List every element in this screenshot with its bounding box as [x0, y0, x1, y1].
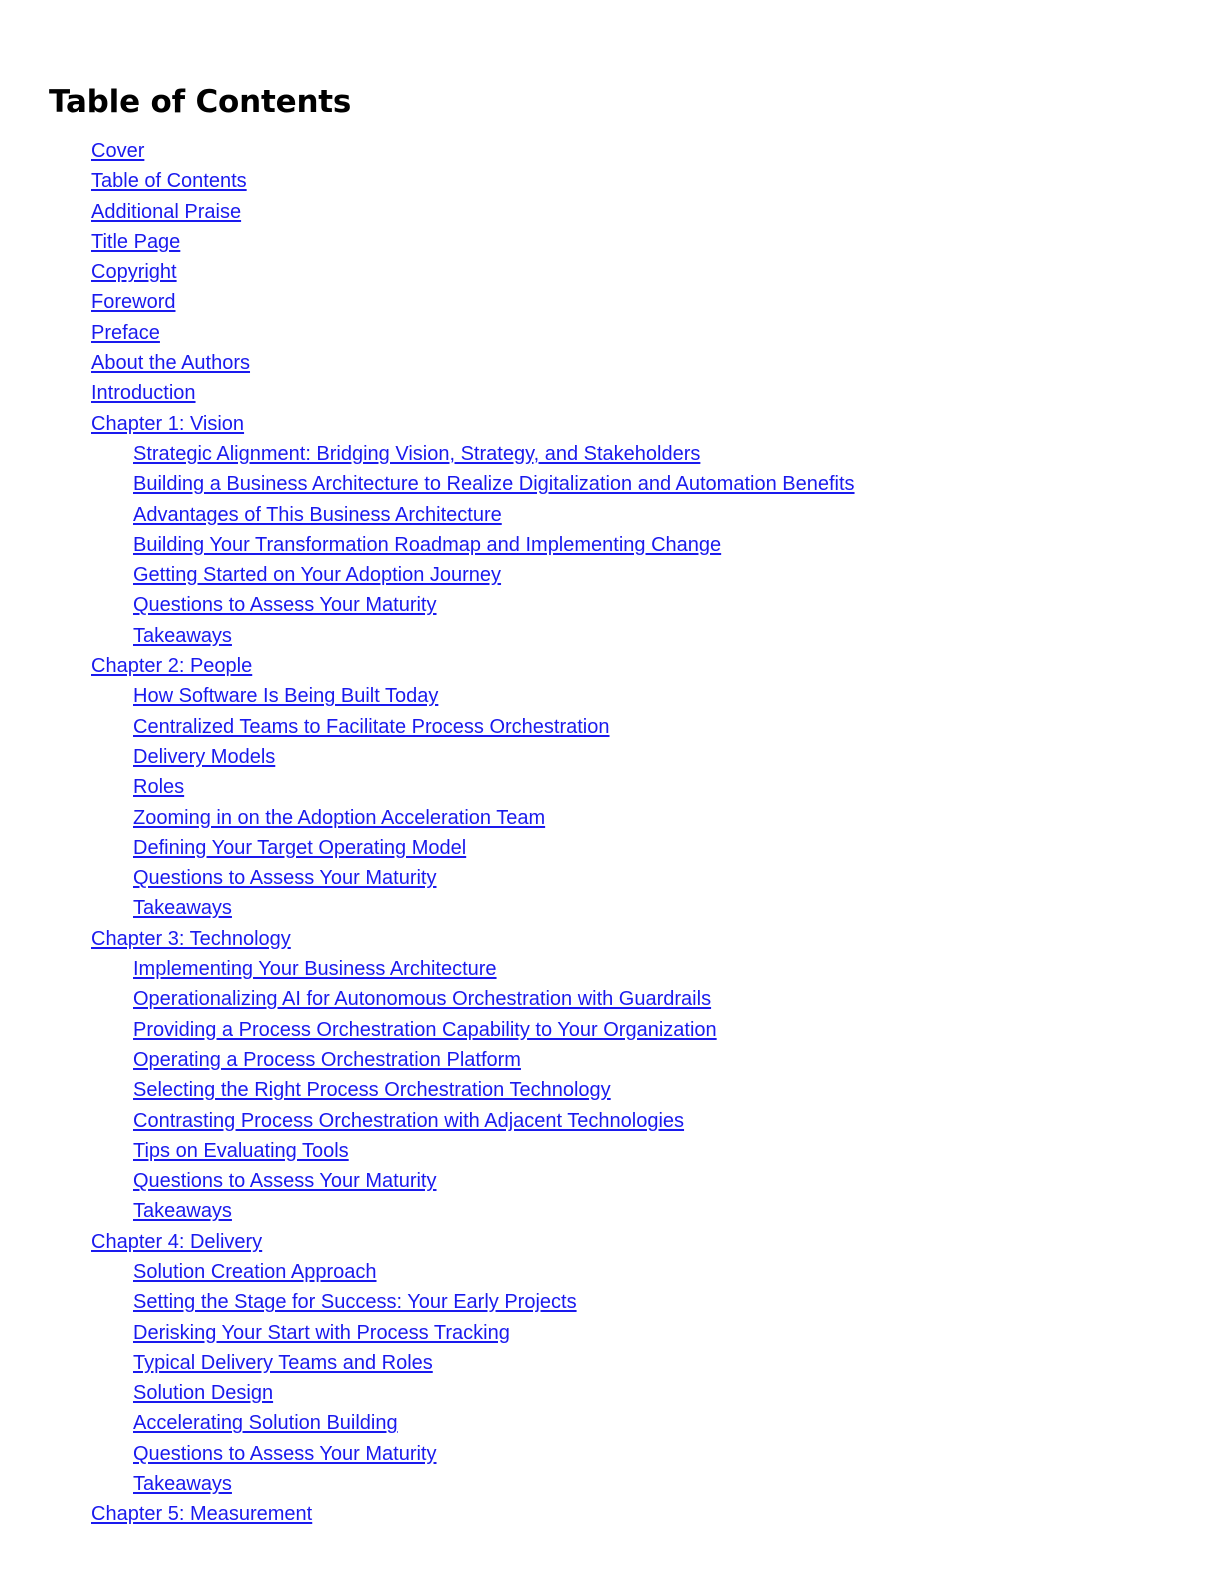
toc-link[interactable]: Chapter 3: Technology	[91, 927, 291, 950]
toc-entry-chapter	[0, 378, 855, 408]
toc-entry-chapter	[0, 197, 855, 227]
toc-entry-section	[0, 1408, 855, 1438]
toc-entry-section	[0, 1106, 855, 1136]
toc-link[interactable]: Additional Praise	[91, 200, 242, 223]
toc-link[interactable]: Questions to Assess Your Maturity	[133, 1170, 437, 1193]
toc-link[interactable]: Setting the Stage for Success: Your Early Projects	[133, 1291, 577, 1314]
toc-entry-section	[0, 1348, 855, 1378]
toc-link[interactable]: Questions to Assess Your Maturity	[133, 867, 437, 890]
toc-entry-section	[0, 712, 855, 742]
toc-entry-section	[0, 803, 855, 833]
toc-entry-chapter	[0, 1227, 855, 1257]
toc-entry-section	[0, 1166, 855, 1196]
toc-link[interactable]: Derisking Your Start with Process Tracking	[133, 1321, 510, 1344]
toc-link[interactable]: Implementing Your Business Architecture	[133, 958, 497, 981]
toc-entry-chapter	[0, 136, 855, 166]
toc-link[interactable]: Tips on Evaluating Tools	[133, 1139, 349, 1162]
toc-link[interactable]: Questions to Assess Your Maturity	[133, 594, 437, 617]
toc-entry-section	[0, 772, 855, 802]
toc-entry-section	[0, 954, 855, 984]
toc-entry-section	[0, 1257, 855, 1287]
toc-entry-chapter	[0, 318, 855, 348]
toc-link[interactable]: Operating a Process Orchestration Platform	[133, 1048, 521, 1071]
toc-link[interactable]: Preface	[91, 321, 160, 344]
toc-entry-section	[0, 863, 855, 893]
toc-link[interactable]: Copyright	[91, 261, 177, 284]
toc-link[interactable]: Strategic Alignment: Bridging Vision, Strategy, and Stakeholders	[133, 442, 701, 465]
toc-entry-section	[0, 681, 855, 711]
toc-link[interactable]: Chapter 5: Measurement	[91, 1503, 313, 1526]
toc-entry-section	[0, 1439, 855, 1469]
toc-link[interactable]: Typical Delivery Teams and Roles	[133, 1351, 433, 1374]
toc-link[interactable]: Questions to Assess Your Maturity	[133, 1442, 437, 1465]
toc-entry-section	[0, 1136, 855, 1166]
toc-link[interactable]: Getting Started on Your Adoption Journey	[133, 564, 502, 587]
toc-link[interactable]: Accelerating Solution Building	[133, 1412, 398, 1435]
toc-link[interactable]: Zooming in on the Adoption Acceleration Team	[133, 806, 546, 829]
toc-entry-chapter	[0, 348, 855, 378]
toc-link[interactable]: Selecting the Right Process Orchestration Technology	[133, 1079, 611, 1102]
toc-link[interactable]: Takeaways	[133, 1473, 232, 1496]
toc-entry-section	[0, 1015, 855, 1045]
toc-link[interactable]: Chapter 4: Delivery	[91, 1230, 263, 1253]
toc-link[interactable]: Contrasting Process Orchestration with Adjacent Technologies	[133, 1109, 685, 1132]
toc-link[interactable]: Foreword	[91, 291, 176, 314]
toc-entry-section	[0, 1318, 855, 1348]
toc-entry-chapter	[0, 924, 855, 954]
toc-entry-chapter	[0, 287, 855, 317]
toc-link[interactable]: Table of Contents	[91, 170, 247, 193]
toc-entry-section	[0, 1469, 855, 1499]
toc-entry-section	[0, 1045, 855, 1075]
toc-entry-section	[0, 1378, 855, 1408]
toc-entry-chapter	[0, 166, 855, 196]
toc-link[interactable]: Cover	[91, 140, 145, 162]
toc-link[interactable]: How Software Is Being Built Today	[133, 685, 439, 708]
toc-entry-section	[0, 893, 855, 923]
toc-list	[0, 136, 855, 1530]
toc-link[interactable]: Chapter 1: Vision	[91, 412, 245, 435]
toc-entry-section	[0, 590, 855, 620]
toc-link[interactable]: Title Page	[91, 230, 181, 253]
toc-link[interactable]: Building Your Transformation Roadmap and Implementing Change	[133, 533, 722, 556]
toc-entry-section	[0, 1196, 855, 1226]
toc-link[interactable]: Centralized Teams to Facilitate Process Orchestration	[133, 715, 610, 738]
toc-link[interactable]: Delivery Models	[133, 745, 276, 768]
toc-link[interactable]: Introduction	[91, 382, 196, 405]
toc-entry-chapter	[0, 1499, 855, 1529]
toc-link[interactable]: Advantages of This Business Architecture	[133, 503, 502, 526]
toc-entry-section	[0, 439, 855, 469]
toc-link[interactable]: Takeaways	[133, 624, 232, 647]
toc-link[interactable]: Roles	[133, 776, 185, 799]
toc-link[interactable]: Operationalizing AI for Autonomous Orchestration with Guardrails	[133, 988, 712, 1011]
page-title: Table of Contents	[49, 84, 352, 120]
toc-entry-section	[0, 984, 855, 1014]
toc-entry-section	[0, 833, 855, 863]
toc-entry-section	[0, 530, 855, 560]
toc-entry-section	[0, 500, 855, 530]
toc-entry-section	[0, 621, 855, 651]
toc-entry-section	[0, 560, 855, 590]
toc-link[interactable]: Chapter 2: People	[91, 655, 253, 678]
toc-link[interactable]: Takeaways	[133, 1200, 232, 1223]
toc-entry-chapter	[0, 227, 855, 257]
toc-entry-section	[0, 1287, 855, 1317]
toc-entry-section	[0, 469, 855, 499]
toc-entry-chapter	[0, 257, 855, 287]
toc-entry-chapter	[0, 651, 855, 681]
toc-link[interactable]: Defining Your Target Operating Model	[133, 836, 467, 859]
toc-link[interactable]: Takeaways	[133, 897, 232, 920]
toc-link[interactable]: Building a Business Architecture to Realize Digitalization and Automation Benefits	[133, 473, 855, 496]
toc-link[interactable]: Solution Creation Approach	[133, 1260, 377, 1283]
toc-entry-chapter	[0, 409, 855, 439]
toc-entry-section	[0, 1075, 855, 1105]
toc-link[interactable]: Providing a Process Orchestration Capability to Your Organization	[133, 1018, 717, 1041]
toc-link[interactable]: About the Authors	[91, 352, 251, 375]
toc-link[interactable]: Solution Design	[133, 1382, 274, 1405]
toc-entry-section	[0, 742, 855, 772]
